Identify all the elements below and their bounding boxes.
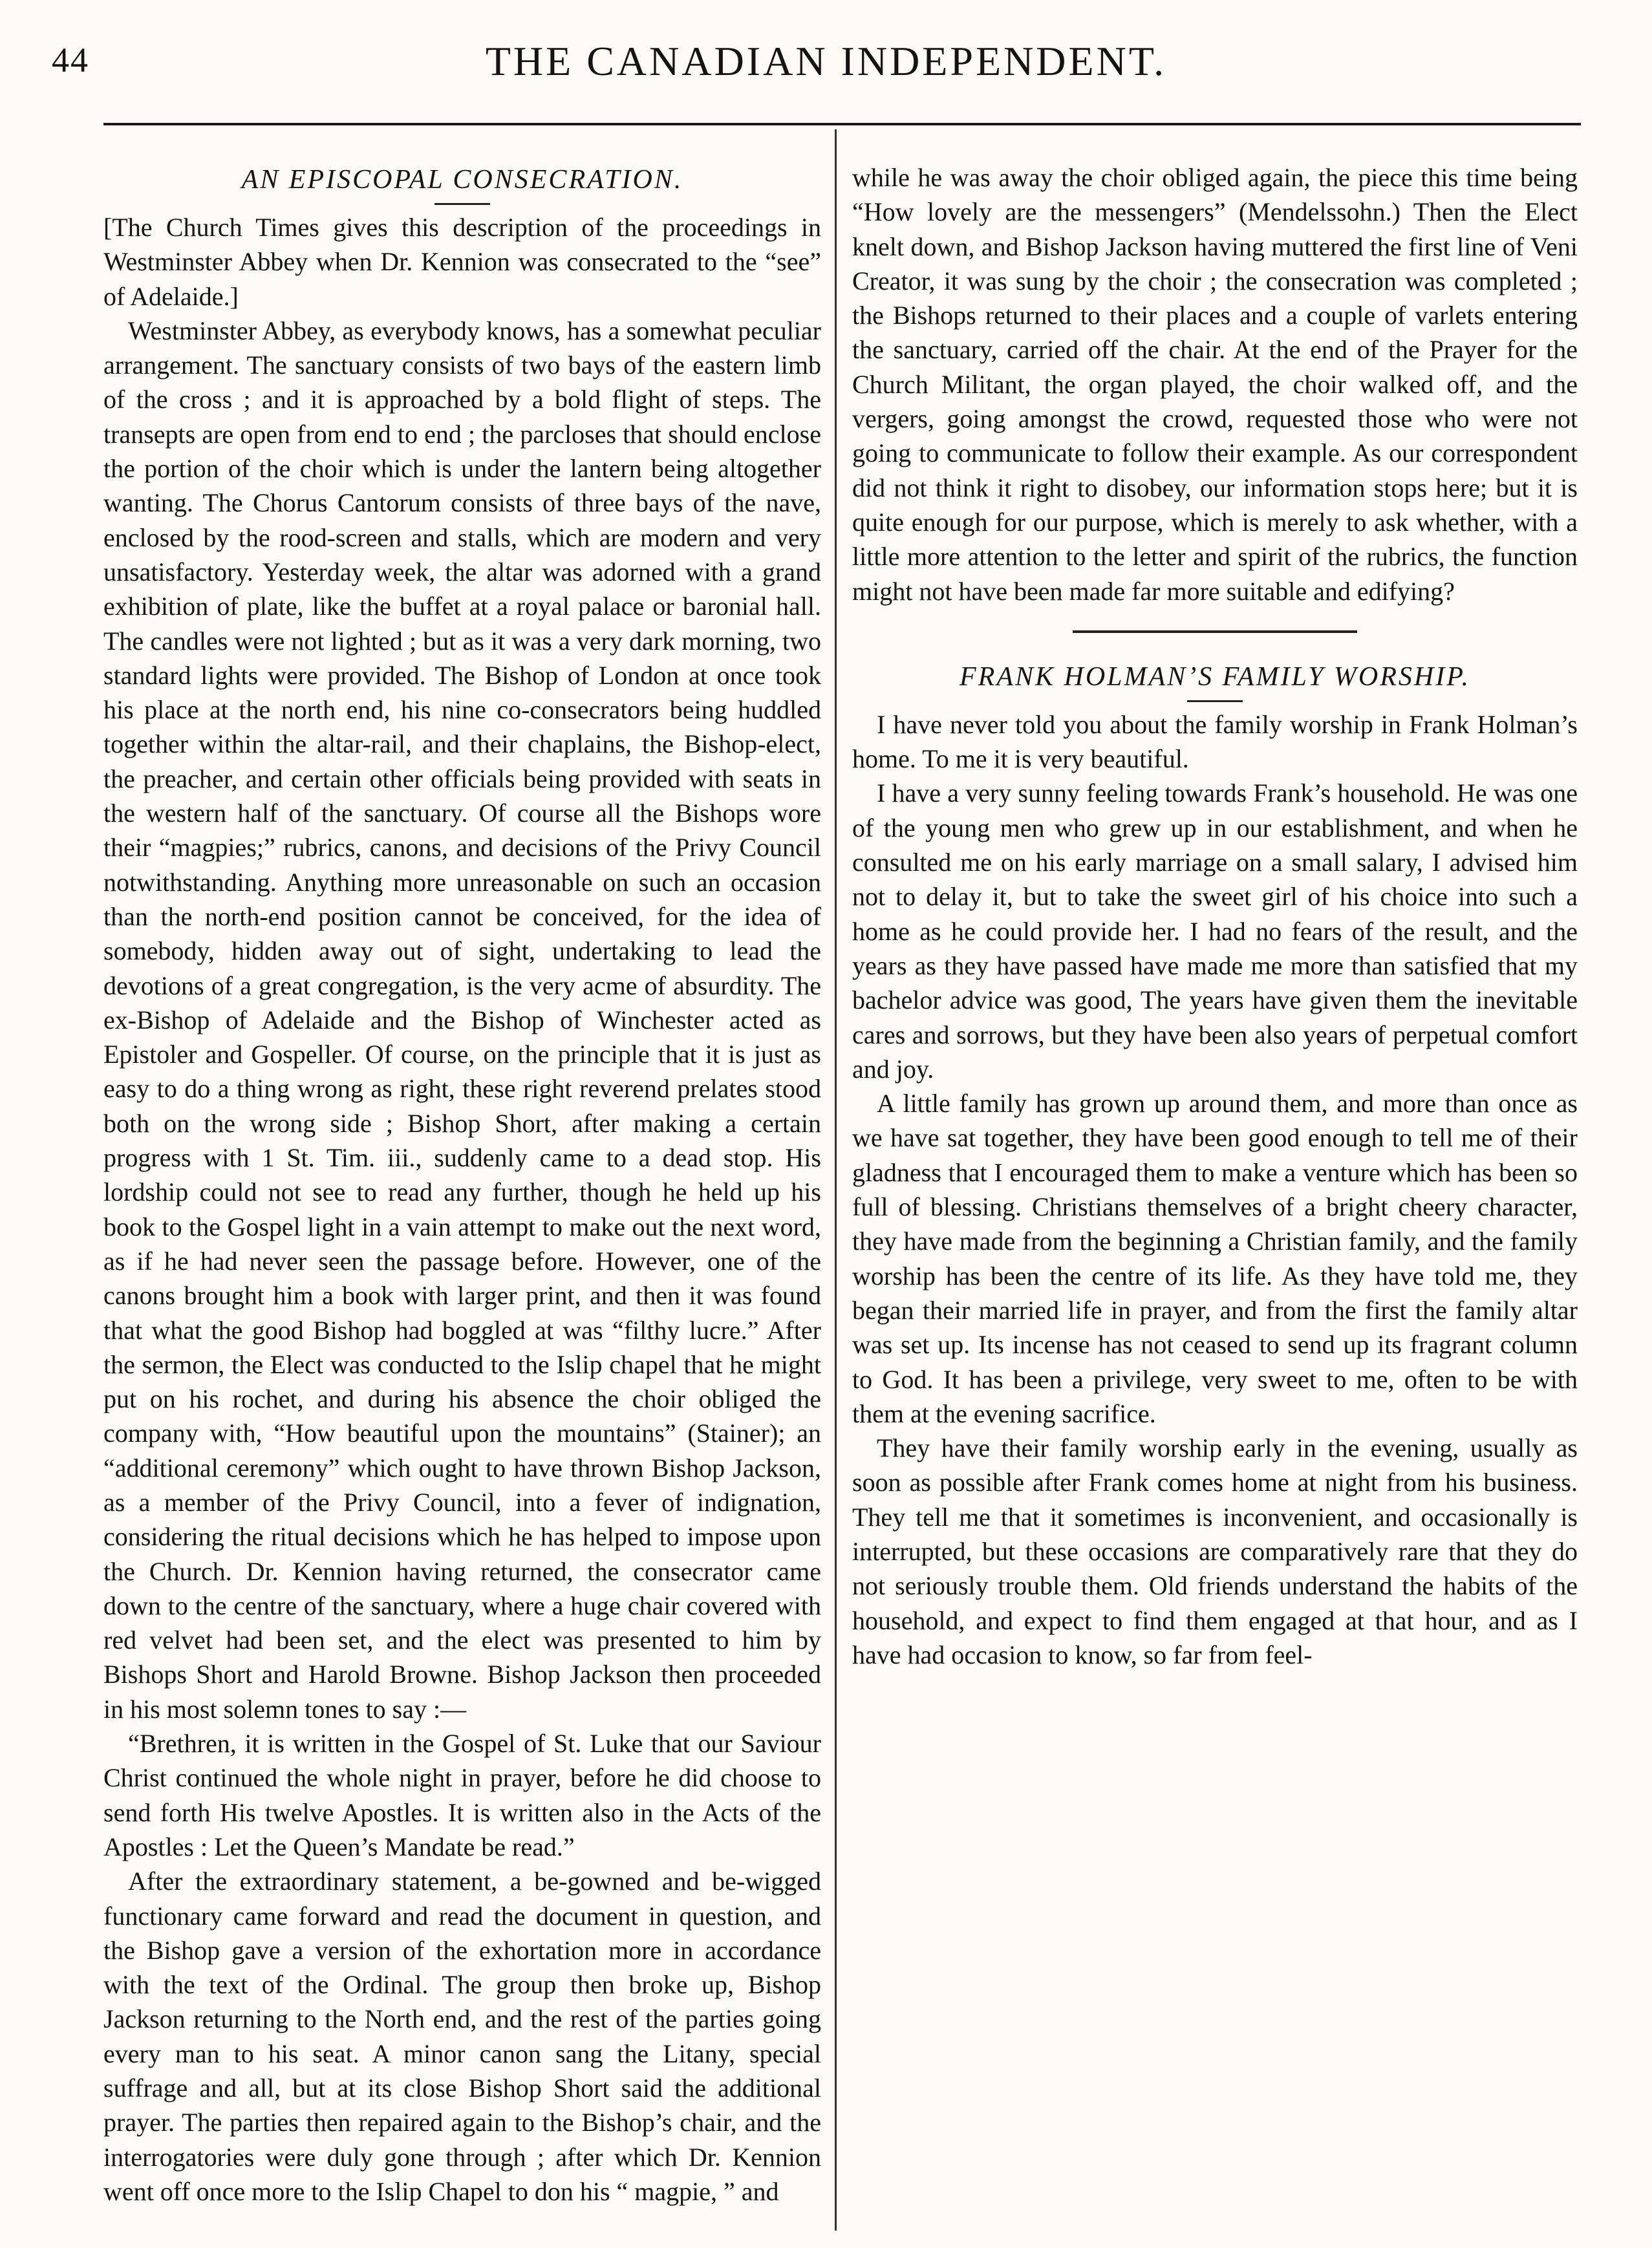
masthead-title: THE CANADIAN INDEPENDENT.: [485, 38, 1167, 84]
article-paragraph: They have their family worship early in the evening, usually as soon as possible after Frank comes home at night from his business. They tell me that it sometimes is inconvenient, and occasionally is interrupted, but these occasions are comparatively rare that they do not seriously trouble them. Old friends understand the habits of the household, and expect to find them engaged at that hour, and as I have had occasion to know, so far from feel-: [852, 1433, 1578, 1669]
article-heading-episcopal-consecration: AN EPISCOPAL CONSECRATION.: [241, 165, 683, 195]
article-paragraph: I have a very sunny feeling towards Frank’s household. He was one of the young men who grew up in our establishment, and when he consulted me on his early marriage on a small salary, I advised him not to delay it, but to take the sweet girl of his choice into such a home as he could provide her. I had no fears of the result, and the years as they have passed have made me more than satisfied that my bachelor advice was good, The years have given them the inevitable cares and sorrows, but they have been also years of perpetual comfort and joy.: [852, 778, 1578, 1084]
left-column: [103, 155, 821, 2231]
section-rule: [1073, 630, 1357, 633]
article-heading-family-worship: FRANK HOLMAN’S FAMILY WORSHIP.: [960, 661, 1470, 692]
header-rule: [103, 123, 1581, 125]
article-paragraph: Westminster Abbey, as everybody knows, has a somewhat peculiar arrangement. The sanctuary consists of two bays of the eastern limb of the cross ; and it is approached by a bold flight of steps. The transepts are open from end to end ; the parcloses that should enclose the portion of the choir which is under the lantern being altogether wanting. The Chorus Cantorum consists of three bays of the nave, enclosed by the rood-screen and stalls, which are modern and very unsatisfactory. Yesterday week, the altar was adorned with a grand exhibition of plate, like the buffet at a royal palace or baronial hall. The candles were not lighted ; but as it was a very dark morning, two standard lights were provided. The Bishop of London at once took his place at the north end, his nine co-consecrators being huddled together within the altar-rail, and their chaplains, the Bishop-elect, the preacher, and certain other officials being provided with seats in the western half of the sanctuary. Of course all the Bishops wore their “magpies;” rubrics, canons, and decisions of the Privy Council notwithstanding. Anything more unreasonable on such an occasion than the north-end position cannot be conceived, for the idea of somebody, hidden away out of sight, undertaking to lead the devotions of a great congregation, is the very acme of absurdity. The ex-Bishop of Adelaide and the Bishop of Winchester acted as Epistoler and Gospeller. Of course, on the principle that it is just as easy to do a thing wrong as right, these right reverend prelates stood both on the wrong side ; Bishop Short, after making a certain progress with 1 St. Tim. iii., suddenly came to a dead stop. His lordship could not see to read any further, though he held up his book to the Gospel light in a vain attempt to make out the next word, as if he had never seen the passage before. However, one of the canons brought him a book with larger print, and then it was found that what the good Bishop had boggled at was “filthy lucre.” After the sermon, the Elect was conducted to the Islip chapel that he might put on his rochet, and during his absence the choir obliged the company with, “How beautiful upon the mountains” (Stainer); an “additional ceremony” which ought to have thrown Bishop Jackson, as a member of the Privy Council, into a fever of indignation, considering the ritual decisions which he has helped to impose upon the Church. Dr. Kennion having returned, the consecrator came down to the centre of the sanctuary, where a huge chair covered with red velvet had been set, and the elect was presented to him by Bishops Short and Harold Browne. Bishop Jackson then proceeded in his most solemn tones to say :—: [103, 316, 821, 1724]
article-paragraph: After the extraordinary statement, a be-gowned and be-wigged functionary came forward and read the document in question, and the Bishop gave a version of the exhortation more in accordance with the text of the Ordinal. The group then broke up, Bishop Jackson returning to the North end, and the rest of the parties going every man to his seat. A minor canon sang the Litany, special suffrage and all, but at its close Bishop Short said the additional prayer. The parties then repaired again to the Bishop’s chair, and the interrogatories were duly gone through ; after which Dr. Kennion went off once more to the Islip Chapel to don his “ magpie, ” and: [103, 1867, 821, 2206]
heading-rule: [434, 203, 490, 205]
column-divider: [835, 129, 837, 2231]
right-column: [852, 160, 1578, 2236]
article-paragraph: I have never told you about the family worship in Frank Holman’s home. To me it is very beautiful.: [852, 709, 1578, 774]
article-paragraph-continued: while he was away the choir obliged again, the piece this time being “How lovely are the messengers” (Mendelssohn.) Then the Elect knelt down, and Bishop Jackson having muttered the first line of Veni Creator, it was sung by the choir ; the consecration was completed ; the Bishops returned to their places and a couple of varlets entering the sanctuary, carried off the chair. At the end of the Prayer for the Church Militant, the organ played, the choir walked off, and the vergers, going amongst the crowd, requested those who were not going to communicate to follow their example. As our correspondent did not think it right to disobey, our information stops here; but it is quite enough for our purpose, which is merely to ask whether, with a little more attention to the letter and spirit of the rubrics, the function might not have been made far more suitable and edifying?: [852, 163, 1578, 606]
heading-rule: [1187, 700, 1243, 702]
page-number: 44: [52, 41, 89, 80]
article-paragraph: “Brethren, it is written in the Gospel of St. Luke that our Saviour Christ continued the whole night in prayer, before he did choose to send forth His twelve Apostles. It is written also in the Acts of the Apostles : Let the Queen’s Mandate be read.”: [103, 1729, 821, 1861]
article-intro: [The Church Times gives this description of the proceedings in Westminster Abbey when Dr. Kennion was consecrated to the “see” of Adelaide.]: [103, 213, 821, 311]
article-paragraph: A little family has grown up around them, and more than once as we have sat together, they have been good enough to tell me of their gladness that I encouraged them to make a venture which has been so full of blessing. Christians themselves of a bright cheery character, they have made from the beginning a Christian family, and the family worship has been the centre of its life. As they have told me, they began their married life in prayer, and from the first the family altar was set up. Its incense has not ceased to send up its fragrant column to God. It has been a privilege, very sweet to me, often to be with them at the evening sacrifice.: [852, 1089, 1578, 1428]
